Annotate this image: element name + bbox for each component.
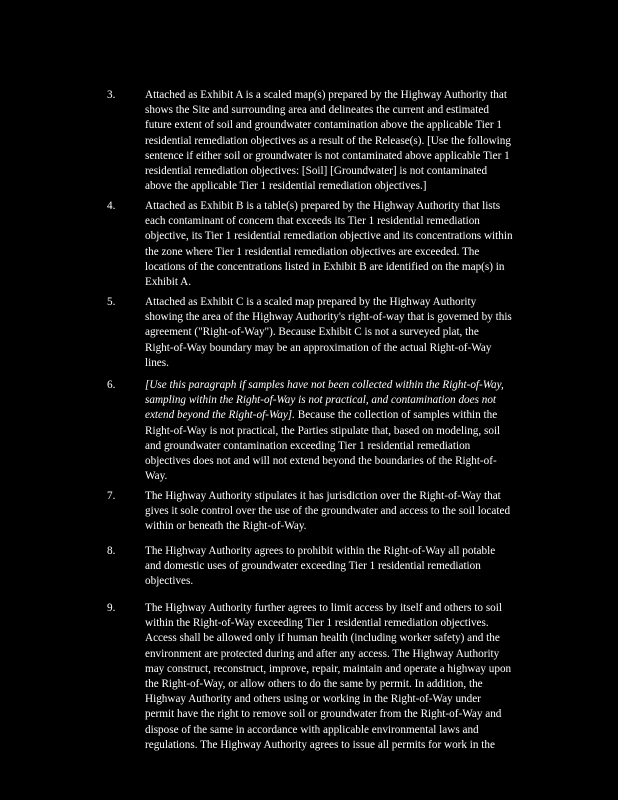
paragraph-number: 5. [107,296,116,308]
text-run: Access shall be allowed only if human health (including worker safety) and the [145,632,500,645]
text-line [145,325,547,340]
text-line [145,199,547,214]
text-run: extend beyond the Right-of-Way]. [145,409,295,422]
text-line [145,245,547,260]
text-run: dispose of the same in accordance with applicable environmental laws and [145,723,479,736]
text-line [145,601,547,616]
text-line [145,260,547,275]
text-run: shows the Site and surrounding area and delineates the current and estimated [145,104,489,117]
text-run: sentence if either soil or groundwater is not contaminated above applicable Tier 1 [145,149,510,162]
text-line [145,631,547,646]
text-run: Attached as Exhibit A is a scaled map(s) prepared by the Highway Authority that [145,89,507,101]
paragraph-text [145,88,547,194]
text-line [145,103,547,118]
text-line [145,677,547,692]
text-line [145,489,547,504]
paragraph-text [145,489,547,535]
text-run: each contaminant of concern that exceeds its Tier 1 residential remediation [145,215,480,228]
paragraph-text [145,544,547,590]
text-run: Highway Authority and others using or working in the Right-of-Way under [145,693,481,706]
paragraph-number: 7. [107,490,116,502]
text-run: above the applicable Tier 1 residential remediation objectives.] [145,180,427,193]
text-run: and domestic uses of groundwater exceeding Tier 1 residential remediation [145,560,481,573]
text-line [145,134,547,149]
text-run: objectives. [145,575,194,588]
paragraph-text [145,295,547,371]
text-run: locations of the concentrations listed in Exhibit B are identified on the map(s) in [145,260,505,273]
paragraph-number: 4. [107,200,116,212]
text-line [145,275,547,290]
text-run: residential remediation objectives: [Soil] [Groundwater] is not contaminated [145,165,488,178]
text-run: the zone where Tier 1 residential remediation objectives are exceeded. The [145,245,480,258]
text-run: objective, its Tier 1 residential remediation objective and its concentrations within [145,230,513,243]
text-line [145,504,547,519]
text-run: lines. [145,356,169,369]
text-line [145,408,547,423]
text-line [145,310,547,325]
text-line [145,295,547,310]
text-run: agreement ("Right-of-Way"). Because Exhibit C is not a surveyed plat, the [145,326,479,339]
text-run: The Highway Authority stipulates it has jurisdiction over the Right-of-Way that [145,490,501,502]
text-run: Way. [145,470,168,483]
text-run: may construct, reconstruct, improve, repair, maintain and operate a highway upon [145,662,512,675]
paragraph-text [145,199,547,290]
text-line [145,341,547,356]
text-run: and groundwater contamination exceeding Tier 1 residential remediation [145,439,471,452]
paragraph-number: 9. [107,602,116,614]
text-run: The Highway Authority further agrees to limit access by itself and others to soil [145,602,502,614]
text-run: future extent of soil and groundwater contamination above the applicable Tier 1 [145,119,502,132]
text-line [145,356,547,371]
text-line [145,88,547,103]
text-line [145,214,547,229]
text-line [145,229,547,244]
text-line [145,662,547,677]
text-run: environment are protected during and after any access. The Highway Authority [145,647,500,660]
text-run: The Highway Authority agrees to prohibit within the Right-of-Way all potable [145,545,496,557]
text-line [145,118,547,133]
text-line [145,454,547,469]
paragraph-text [145,378,547,484]
text-line [145,574,547,589]
text-run: within or beneath the Right-of-Way. [145,520,307,533]
text-line [145,378,547,393]
text-run: objectives does not and will not extend beyond the boundaries of the Right-of- [145,455,497,468]
text-run: Right-of-Way is not practical, the Parties stipulate that, based on modeling, soil [145,424,501,437]
text-line [145,723,547,738]
text-run: gives it sole control over the use of the groundwater and access to the soil located [145,505,511,518]
text-run: Because the collection of samples within the [294,409,498,422]
text-run: sampling within the Right-of-Way is not practical, and contamination does not [145,394,497,407]
text-line [145,179,547,194]
paragraph-number: 6. [107,379,116,391]
paragraph-number: 3. [107,89,116,101]
text-line [145,393,547,408]
text-run: Exhibit A. [145,276,191,289]
text-run: the Right-of-Way, or allow others to do the same by permit. In addition, the [145,678,483,691]
text-line [145,424,547,439]
text-run: Attached as Exhibit C is a scaled map prepared by the Highway Authority [145,296,477,308]
text-line [145,559,547,574]
text-line [145,164,547,179]
text-line [145,616,547,631]
text-line [145,544,547,559]
text-run: Attached as Exhibit B is a table(s) prepared by the Highway Authority that lists [145,200,501,212]
text-line [145,738,547,753]
text-run: residential remediation objectives as a result of the Release(s). [Use the following [145,134,511,147]
text-line [145,707,547,722]
text-run: regulations. The Highway Authority agrees to issue all permits for work in the [145,738,495,751]
text-line [145,149,547,164]
text-run: within the Right-of-Way exceeding Tier 1 residential remediation objectives. [145,617,489,630]
text-line [145,519,547,534]
paragraph-text [145,601,547,753]
text-run: permit have the right to remove soil or groundwater from the Right-of-Way and [145,708,502,721]
text-line [145,692,547,707]
text-run: [Use this paragraph if samples have not been collected within the Right-of-Way, [145,379,504,391]
text-run: showing the area of the Highway Authority's right-of-way that is governed by this [145,311,512,324]
text-line [145,647,547,662]
paragraph-number: 8. [107,545,116,557]
text-line [145,469,547,484]
text-run: Right-of-Way boundary may be an approximation of the actual Right-of-Way [145,341,492,354]
text-line [145,439,547,454]
